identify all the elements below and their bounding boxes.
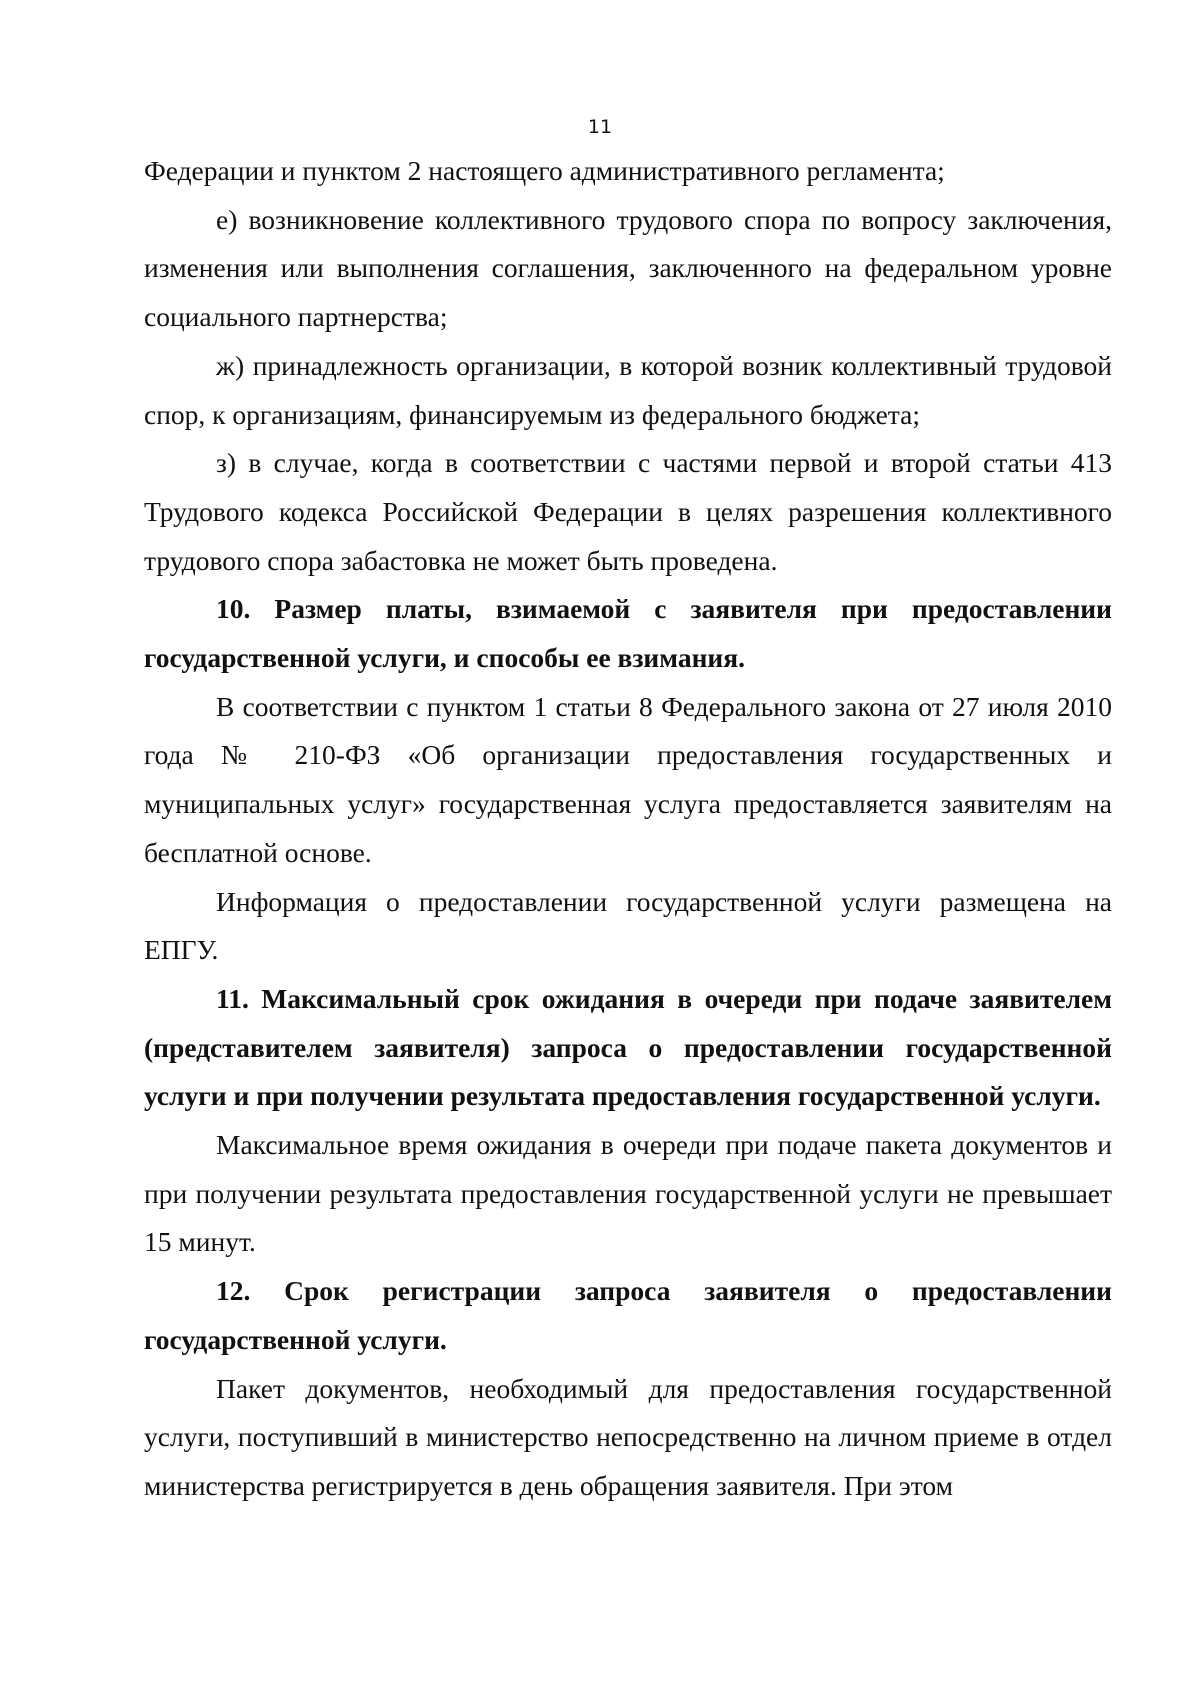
paragraph-epgu-info: Информация о предоставлении государственной услуги размещена на ЕПГУ.: [144, 885, 1112, 966]
paragraph-wait-time: Максимальное время ожидания в очереди при подаче пакета документов и при получении результата предоставления государственной услуги не превышает 15 минут.: [144, 1129, 1112, 1258]
section-heading-11: 11. Максимальный срок ожидания в очереди при подаче заявителем (представителем заявителя) запроса о предоставлении государственной услуги и при получении результата предоставления государственной услуги.: [144, 982, 1112, 1112]
section-heading-10: 10. Размер платы, взимаемой с заявителя при предоставлении государственной услуги, и способы ее взимания.: [144, 593, 1112, 674]
list-item-zh: ж) принадлежность организации, в которой возник коллективный трудовой спор, к организациям, финансируемым из федерального бюджета;: [144, 349, 1112, 430]
page-number: 11: [587, 116, 613, 138]
list-item-z: з) в случае, когда в соответствии с частями первой и второй статьи 413 Трудового кодекса Российской Федерации в целях разрешения коллективного трудового спора забастовка не может быть проведена.: [144, 447, 1112, 576]
document-body: [144, 147, 1112, 1511]
paragraph-registration: Пакет документов, необходимый для предоставления государственной услуги, поступивший в министерство непосредственно на личном приеме в отдел министерства регистрируется в день обращения заявителя. При этом: [144, 1372, 1112, 1501]
section-heading-12: 12. Срок регистрации запроса заявителя о предоставлении государственной услуги.: [144, 1275, 1112, 1355]
paragraph-fee: В соответствии с пунктом 1 статьи 8 Федерального закона от 27 июля 2010 года № 210-ФЗ «Об организации предоставления государственных и муниципальных услуг» государственная услуга предоставляется заявителям на бесплатной основе.: [144, 690, 1112, 868]
paragraph-continuation: Федерации и пунктом 2 настоящего административного регламента;: [144, 155, 945, 186]
list-item-e: е) возникновение коллективного трудового спора по вопросу заключения, изменения или выполнения соглашения, заключенного на федеральном уровне социального партнерства;: [144, 203, 1112, 333]
